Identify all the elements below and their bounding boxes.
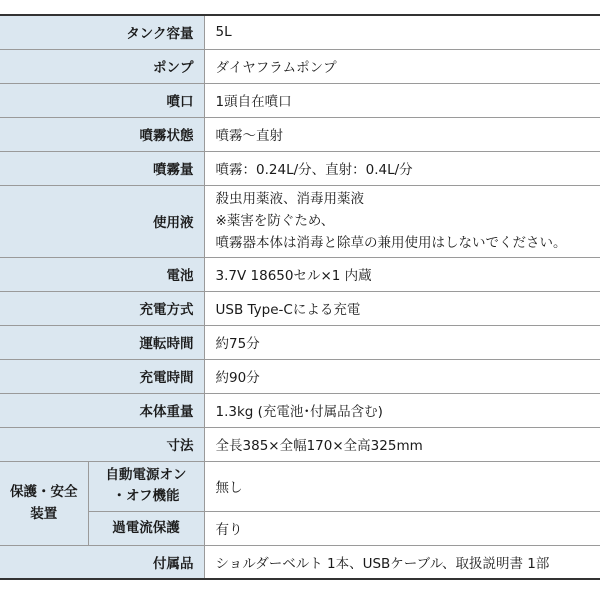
protection-group-label	[0, 461, 88, 545]
tank-capacity-value: 5L	[204, 15, 600, 49]
table-row-auto-power	[0, 461, 600, 511]
spray-amount-value: 噴霧：0.24L/分、直射：0.4L/分	[204, 151, 600, 185]
charging-method-label: 充電方式	[0, 291, 204, 325]
battery-value: 3.7V 18650セル×1 内蔵	[204, 257, 600, 291]
spray-state-label: 噴霧状態	[0, 117, 204, 151]
table-row-overcurrent	[0, 511, 600, 545]
nozzle-value: 1頭自在噴口	[204, 83, 600, 117]
pump-label: ポンプ	[0, 49, 204, 83]
protection-group-label-line-1: 保護・安全	[10, 484, 78, 500]
auto-power-label	[88, 461, 204, 511]
liquid-value-line-1: 殺虫用薬液、消毒用薬液	[215, 191, 365, 207]
table-row-battery	[0, 257, 600, 291]
liquid-value-line-2: ※薬害を防ぐため、	[215, 213, 335, 229]
table-row-tank-capacity	[0, 15, 600, 49]
weight-label: 本体重量	[0, 393, 204, 427]
spray-amount-label: 噴霧量	[0, 151, 204, 185]
pump-value: ダイヤフラムポンプ	[204, 49, 600, 83]
accessories-value: ショルダーベルト 1本、USBケーブル、取扱説明書 1部	[204, 545, 600, 579]
auto-power-value: 無し	[204, 461, 600, 511]
auto-power-label-line-2: ・オフ機能	[112, 488, 180, 504]
table-row-spray-state	[0, 117, 600, 151]
spec-table	[0, 14, 600, 580]
spray-state-value: 噴霧～直射	[204, 117, 600, 151]
table-row-accessories	[0, 545, 600, 579]
auto-power-label-line-1: 自動電源オン	[105, 467, 187, 483]
charging-time-label: 充電時間	[0, 359, 204, 393]
table-row-pump	[0, 49, 600, 83]
nozzle-label: 噴口	[0, 83, 204, 117]
overcurrent-label: 過電流保護	[88, 511, 204, 545]
liquid-label: 使用液	[0, 185, 204, 257]
operating-time-value: 約75分	[204, 325, 600, 359]
table-row-charging-time	[0, 359, 600, 393]
charging-method-value: USB Type-Cによる充電	[204, 291, 600, 325]
dimensions-label: 寸法	[0, 427, 204, 461]
liquid-value	[204, 185, 600, 257]
tank-capacity-label: タンク容量	[0, 15, 204, 49]
operating-time-label: 運転時間	[0, 325, 204, 359]
battery-label: 電池	[0, 257, 204, 291]
liquid-value-line-3: 噴霧器本体は消毒と除草の兼用使用はしないでください。	[215, 235, 567, 251]
weight-value: 1.3kg (充電池･付属品含む)	[204, 393, 600, 427]
dimensions-value: 全長385×全幅170×全高325mm	[204, 427, 600, 461]
protection-group-label-line-2: 装置	[30, 506, 58, 522]
table-row-operating-time	[0, 325, 600, 359]
table-row-spray-amount	[0, 151, 600, 185]
table-row-nozzle	[0, 83, 600, 117]
table-row-charging-method	[0, 291, 600, 325]
table-row-liquid	[0, 185, 600, 257]
table-row-dimensions	[0, 427, 600, 461]
table-row-weight	[0, 393, 600, 427]
overcurrent-value: 有り	[204, 511, 600, 545]
accessories-label: 付属品	[0, 545, 204, 579]
charging-time-value: 約90分	[204, 359, 600, 393]
